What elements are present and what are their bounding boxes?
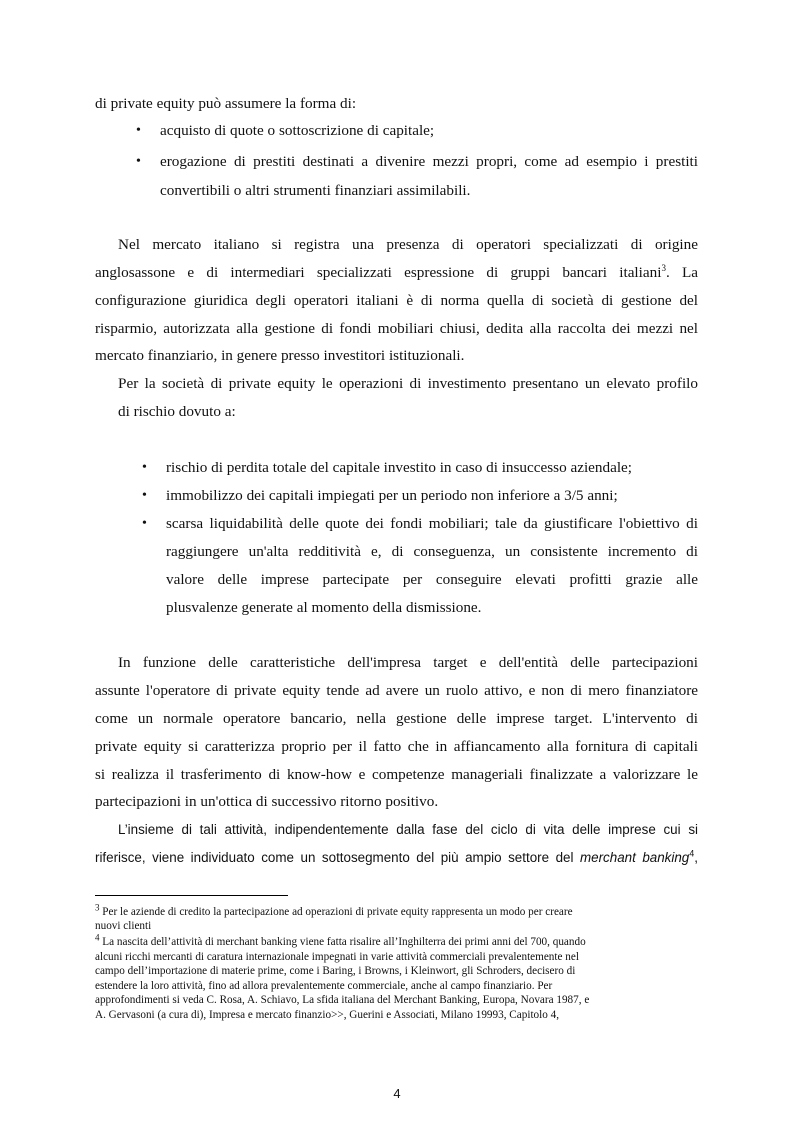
page-number: 4 (393, 1086, 401, 1101)
paragraph-line: partecipazioni in un'ottica di successivo ritorno positivo. (95, 793, 439, 810)
paragraph-line: come un normale operatore bancario, nella gestione delle imprese target. L'intervento di (95, 710, 698, 727)
list-item: immobilizzo dei capitali impiegati per un periodo non inferiore a 3/5 anni; (166, 487, 618, 504)
list-item: rischio di perdita totale del capitale investito in caso di insuccesso aziendale; (166, 459, 633, 476)
footnote-mark: 3 (95, 902, 100, 913)
paragraph-text: . La (665, 264, 698, 281)
paragraph-line: In funzione delle caratteristiche dell'impresa target e dell'entità delle partecipazioni (118, 654, 698, 671)
list-item-continuation: raggiungere un'alta redditività e, di conseguenza, un consistente incremento di (166, 543, 698, 560)
paragraph-line: Nel mercato italiano si registra una presenza di operatori specializzati di origine (118, 236, 698, 253)
footnote-line: A. Gervasoni (a cura di), Impresa e mercato finanzio>>, Guerini e Associati, Milano 19993, Capitolo 4, (95, 1009, 560, 1021)
list-item: scarsa liquidabilità delle quote dei fondi mobiliari; tale da giustificare l'obiettivo di (166, 515, 698, 532)
bullet-icon: • (136, 154, 141, 169)
list-item: erogazione di prestiti destinati a divenire mezzi propri, come ad esempio i prestiti (160, 153, 698, 170)
bullet-icon: • (142, 460, 147, 475)
paragraph-line: assunte l'operatore di private equity tende ad avere un ruolo attivo, e non di mero finanziatore (95, 682, 698, 699)
paragraph-line: risparmio, autorizzata alla gestione di fondi mobiliari chiusi, dedita alla raccolta dei mezzi nel (95, 320, 698, 337)
list-item-continuation: valore delle imprese partecipate per conseguire elevati profitti grazie alle (166, 571, 698, 588)
paragraph-line: Per la società di private equity le operazioni di investimento presentano un elevato profilo (118, 375, 698, 392)
footnote-line: nuovi clienti (95, 920, 152, 932)
paragraph-line: di rischio dovuto a: (118, 403, 236, 420)
bullet-icon: • (142, 516, 147, 531)
intro-line: di private equity può assumere la forma di: (95, 95, 357, 112)
footnote-4 (95, 932, 586, 949)
footnote-line: campo dell’importazione di materie prime, come i Baring, i Browns, i Kleinwort, gli Schroders, decisero di (95, 965, 576, 977)
paragraph-line: mercato finanziario, in genere presso investitori istituzionali. (95, 347, 465, 364)
paragraph-text: , (694, 850, 698, 865)
footnote-ref: 3 (661, 262, 666, 273)
list-item: acquisto di quote o sottoscrizione di capitale; (160, 122, 435, 139)
footnote-line: alcuni ricchi mercanti di caratura internazionale impegnati in varie attività commerciali prevalentemente nel (95, 951, 579, 963)
paragraph-text: anglosassone e di intermediari specializzati espressione di gruppi bancari italiani (95, 264, 662, 281)
bullet-icon: • (136, 123, 141, 138)
footnote-text: La nascita dell’attività di merchant banking viene fatta risalire all’Inghilterra dei primi anni del 700, quando (99, 936, 586, 948)
footnote-3 (95, 902, 573, 919)
list-item-continuation: convertibili o altri strumenti finanziari assimilabili. (160, 182, 471, 199)
paragraph-line-with-footnote-ref (95, 849, 698, 867)
bullet-icon: • (142, 488, 147, 503)
footnote-text: Per le aziende di credito la partecipazione ad operazioni di private equity rappresenta un modo per creare (99, 906, 573, 918)
footnote-line: estendere la loro attività, fino ad allora prevalentemente commerciale, anche al campo finanziario. Per (95, 980, 553, 992)
italic-term: merchant banking (579, 850, 690, 865)
footnote-mark: 4 (95, 932, 100, 943)
paragraph-line: si realizza il trasferimento di know-how e competenze manageriali finalizzate a valorizzare le (95, 766, 698, 783)
footnote-line: approfondimenti si veda C. Rosa, A. Schiavo, La sfida italiana del Merchant Banking, Europa, Novara 1987, e (95, 994, 590, 1006)
list-item-continuation: plusvalenze generate al momento della dismissione. (166, 599, 482, 616)
paragraph-line: L’insieme di tali attività, indipendentemente dalla fase del ciclo di vita delle imprese cui si (118, 822, 698, 837)
paragraph-line: private equity si caratterizza proprio per il fatto che in affiancamento alla fornitura di capitali (95, 738, 698, 755)
paragraph-line: configurazione giuridica degli operatori italiani è di norma quella di società di gestione del (95, 292, 698, 309)
footnote-separator (95, 895, 288, 896)
footnote-ref: 4 (689, 848, 695, 859)
paragraph-line-with-footnote-ref (95, 264, 698, 282)
paragraph-text: riferisce, viene individuato come un sottosegmento del più ampio settore del (95, 850, 580, 865)
